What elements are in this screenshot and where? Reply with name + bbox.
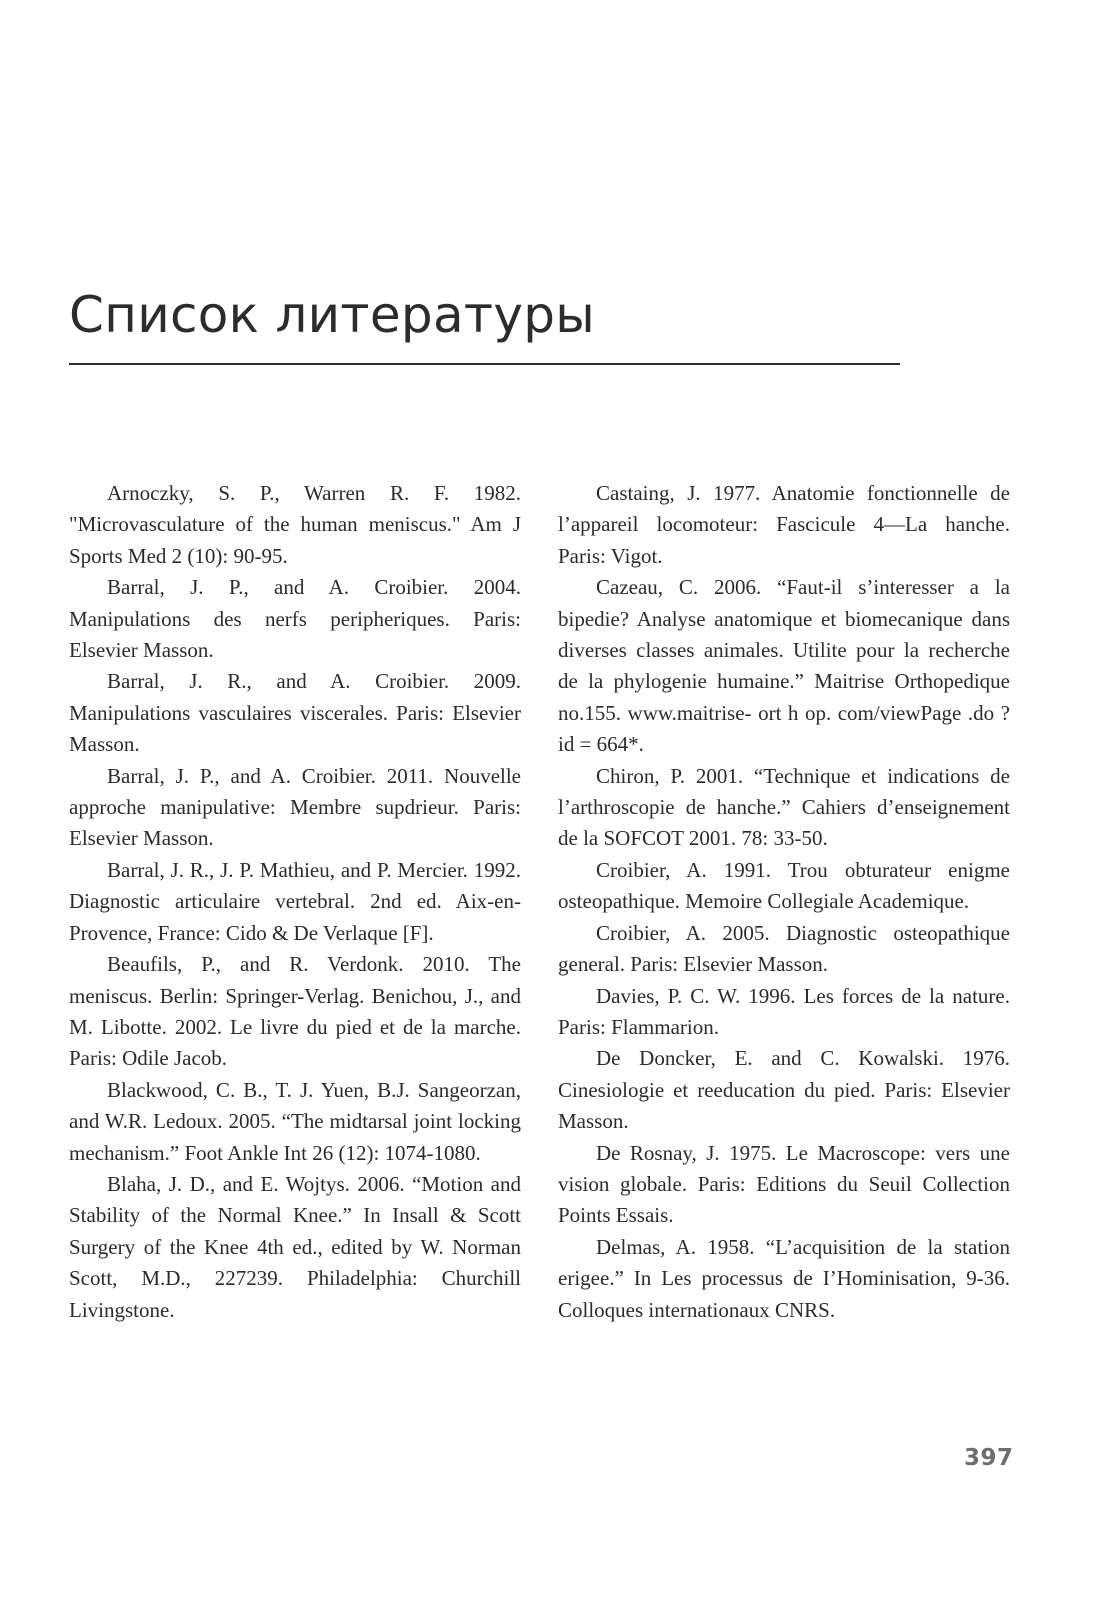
title-rule [69, 363, 900, 365]
reference-entry: Arnoczky, S. P., Warren R. F. 1982. "Microvasculature of the human meniscus." Am J Sports Med 2 (10): 90-95. [69, 481, 521, 568]
reference-entry: Cazeau, C. 2006. “Faut-il s’interesser a la bipedie? Analyse anatomique et biomecanique dans diverses classes animales. Utilite pour la recherche de la phylogenie humaine.” Maitrise Orthopedique no.155. www.maitrise- ort h op. com/viewPage .do ?id = 664*. [558, 575, 1010, 757]
reference-entry: Beaufils, P., and R. Verdonk. 2010. The meniscus. Berlin: Springer-Verlag. Benichou, J., and M. Libotte. 2002. Le livre du pied et de la marche. Paris: Odile Jacob. [69, 952, 521, 1071]
reference-entry: Blaha, J. D., and E. Wojtys. 2006. “Motion and Stability of the Normal Knee.” In Insall & Scott Surgery of the Knee 4th ed., edited by W. Norman Scott, M.D., 227239. Philadelphia: Churchill Livingstone. [69, 1171, 521, 1322]
reference-entry: Croibier, A. 1991. Trou obturateur enigme osteopathique. Memoire Collegiale Academique. [558, 857, 1010, 914]
reference-entry: Croibier, A. 2005. Diagnostic osteopathique general. Paris: Elsevier Masson. [558, 920, 1010, 977]
reference-entry: Barral, J. P., and A. Croibier. 2004. Manipulations des nerfs peripheriques. Paris: Elsevier Masson. [69, 575, 521, 663]
references-right-column [558, 478, 1010, 1326]
reference-entry: Delmas, A. 1958. “L’acquisition de la station erigee.” In Les processus de I’Hominisation, 9-36. Colloques internationaux CNRS. [558, 1234, 1010, 1322]
page-title: Список литературы [69, 286, 596, 344]
reference-entry: Barral, J. R., J. P. Mathieu, and P. Mercier. 1992. Diagnostic articulaire vertebral. 2nd ed. Aix-en-Provence, France: Cido & De Verlaque [F]. [69, 857, 521, 945]
reference-entry: Blackwood, C. B., T. J. Yuen, B.J. Sangeorzan, and W.R. Ledoux. 2005. “The midtarsal joint locking mechanism.” Foot Ankle Int 26 (12): 1074-1080. [69, 1077, 521, 1165]
reference-entry: Castaing, J. 1977. Anatomie fonctionnelle de l’appareil locomoteur: Fascicule 4—La hanche. Paris: Vigot. [558, 481, 1010, 568]
reference-entry: Chiron, P. 2001. “Technique et indications de l’arthroscopie de hanche.” Cahiers d’enseignement de la SOFCOT 2001. 78: 33-50. [558, 763, 1010, 851]
reference-entry: Barral, J. P., and A. Croibier. 2011. Nouvelle approche manipulative: Membre supdrieur. Paris: Elsevier Masson. [69, 763, 521, 851]
references-left-column [69, 478, 521, 1326]
reference-entry: De Doncker, E. and C. Kowalski. 1976. Cinesiologie et reeducation du pied. Paris: Elsevier Masson. [558, 1046, 1010, 1134]
reference-entry: Davies, P. C. W. 1996. Les forces de la nature. Paris: Flammarion. [558, 983, 1010, 1039]
reference-entry: Barral, J. R., and A. Croibier. 2009. Manipulations vasculaires viscerales. Paris: Elsevier Masson. [69, 669, 521, 757]
reference-entry: De Rosnay, J. 1975. Le Macroscope: vers une vision globale. Paris: Editions du Seuil Collection Points Essais. [558, 1140, 1010, 1228]
page-number: 397 [964, 1445, 1014, 1471]
